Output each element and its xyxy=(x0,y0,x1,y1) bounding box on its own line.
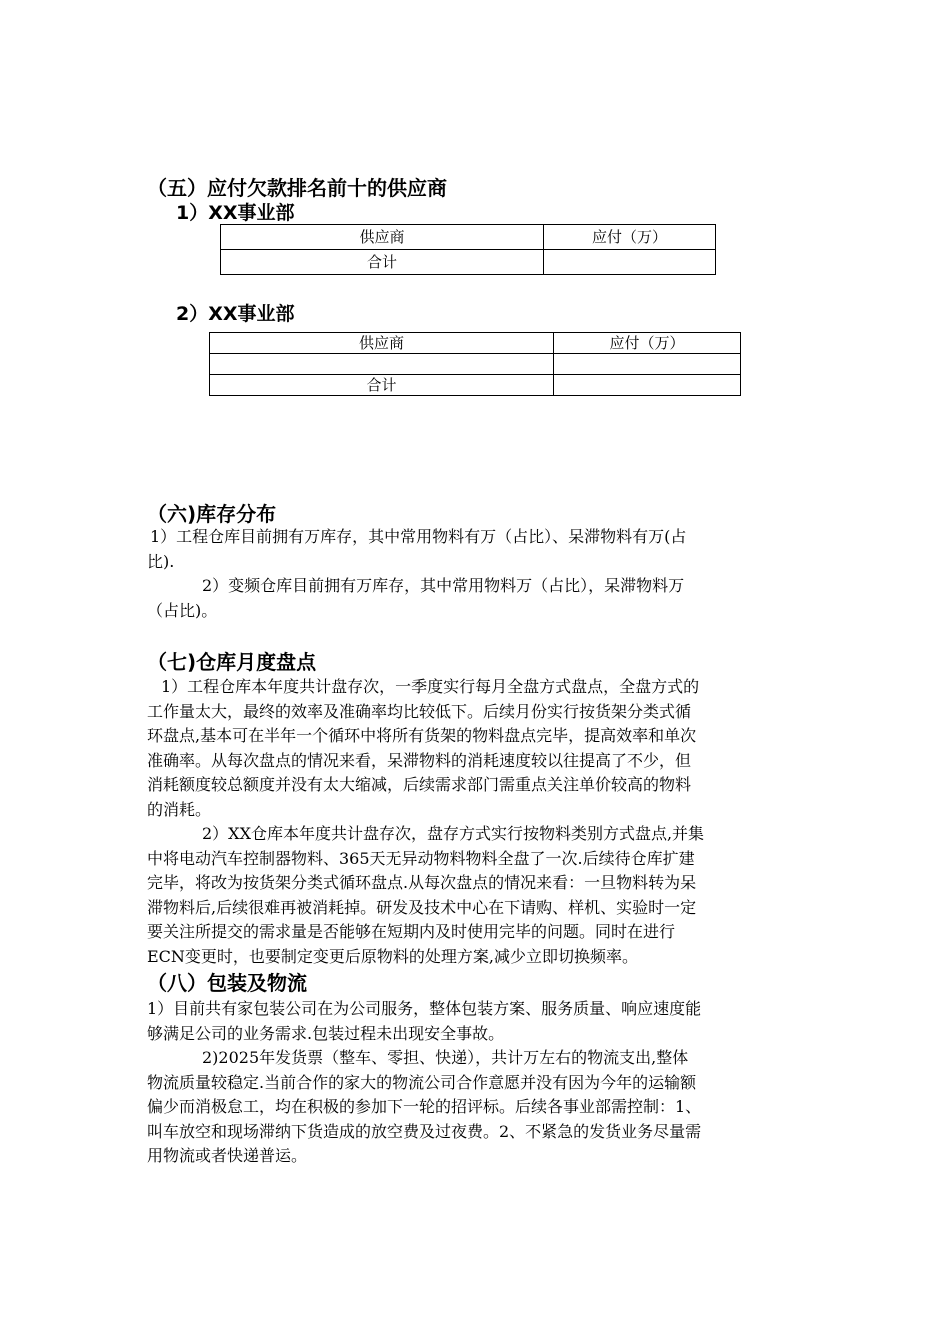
section-8-paragraph-1: 1）目前共有家包装公司在为公司服务，整体包装方案、服务质量、响应速度能 够满足公司的业务需求.包装过程未出现安全事故。 xyxy=(147,999,702,1043)
section-6-heading: （六)库存分布 xyxy=(147,502,277,526)
header-payable: 应付（万） xyxy=(544,225,716,250)
total-value xyxy=(554,375,741,396)
payables-table-2 xyxy=(209,332,741,396)
total-label: 合计 xyxy=(210,375,554,396)
header-payable: 应付（万） xyxy=(554,333,741,354)
header-supplier: 供应商 xyxy=(221,225,544,250)
table-header-row xyxy=(221,225,716,250)
table-cell xyxy=(554,354,741,375)
payables-table-1 xyxy=(220,224,716,275)
table-row xyxy=(210,354,741,375)
section-6-paragraph-2: 2）变频仓库目前拥有万库存，其中常用物料万（占比），呆滞物料万 （占比)。 xyxy=(147,576,685,620)
table-header-row xyxy=(210,333,741,354)
section-7-paragraph-1: 1）工程仓库本年度共计盘存次，一季度实行每月全盘方式盘点，全盘方式的 工作量太大，最终的效率及准确率均比较低下。后续月份实行按货架分类式循 环盘点,基本可在半年一个循环中将所有货架的物料盘点完毕，提高效率和单次 准确率。从每次盘点的情况来看，呆滞物料的消耗速度较以往提高了不少，但 消耗额度较总额度并没有太大缩减，后续需求部门需重点关注单价较高的物料 的消耗。 xyxy=(147,677,700,819)
total-value xyxy=(544,250,716,275)
header-supplier: 供应商 xyxy=(210,333,554,354)
table-cell xyxy=(210,354,554,375)
section-7-paragraph-2: 2）XX仓库本年度共计盘存次，盘存方式实行按物料类别方式盘点,并集 中将电动汽车控制器物料、365天无异动物料物料全盘了一次.后续待仓库扩建 完毕，将改为按货架分类式循环盘点.从每次盘点的情况来看：一旦物料转为呆 滞物料后,后续很难再被消耗掉。研发及技术中心在下请购、样机、实验时一定 要关注所提交的需求量是否能够在短期内及时使用完毕的问题。同时在进行 ECN变更时，也要制定变更后原物料的处理方案,减少立即切换频率。 xyxy=(147,824,705,966)
section-8-paragraph-2: 2)2025年发货票（整车、零担、快递），共计万左右的物流支出,整体 物流质量较稳定.当前合作的家大的物流公司合作意愿并没有因为今年的运输额 偏少而消极怠工，均在积极的参加下一轮的招评标。后续各事业部需控制：1、 叫车放空和现场滞纳下货造成的放空费及过夜费。2、不紧急的发货业务尽量需 用物流或者快递普运。 xyxy=(147,1048,702,1165)
section-5-heading: （五）应付欠款排名前十的供应商 xyxy=(147,176,447,200)
total-label: 合计 xyxy=(221,250,544,275)
section-5-sub-1: 1）XX事业部 xyxy=(176,202,295,224)
section-7-heading: （七)仓库月度盘点 xyxy=(147,650,317,674)
table-total-row xyxy=(221,250,716,275)
table-total-row xyxy=(210,375,741,396)
section-8-heading: （八）包装及物流 xyxy=(147,971,307,995)
section-6-paragraph-1: 1）工程仓库目前拥有万库存，其中常用物料有万（占比）、呆滞物料有万(占 比). xyxy=(147,527,687,571)
section-5-sub-2: 2）XX事业部 xyxy=(176,303,295,325)
